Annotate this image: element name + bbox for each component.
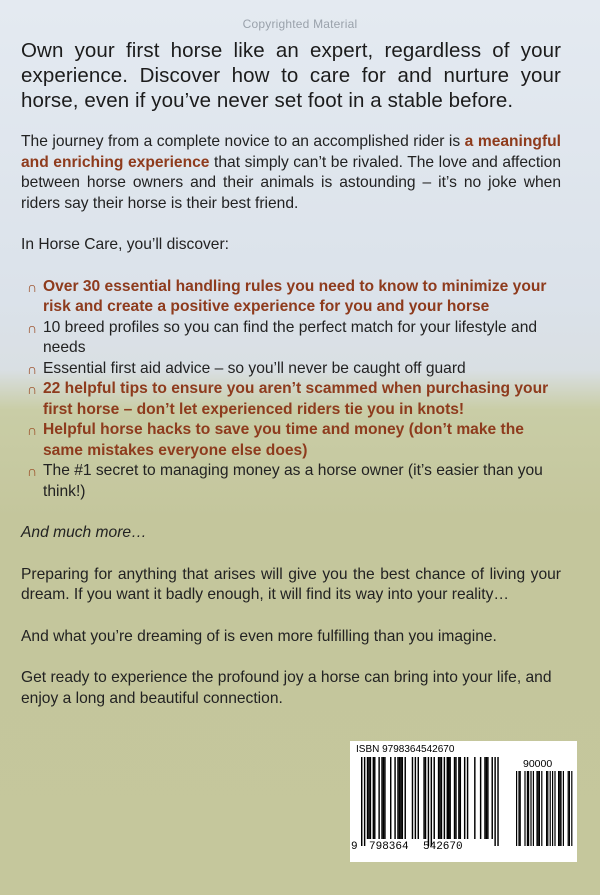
addon-bar <box>568 771 569 846</box>
barcode-bar <box>361 757 362 846</box>
barcode-bar <box>405 757 406 839</box>
addon-bar <box>516 771 517 846</box>
addon-bar <box>563 771 564 846</box>
back-cover-text <box>21 38 561 709</box>
list-item-text: Over 30 essential handling rules you need to know to minimize your risk and create a positive experience for you and your horse <box>43 277 547 315</box>
list-item <box>27 461 561 502</box>
list-item <box>27 359 561 380</box>
intro-paragraph <box>21 132 561 214</box>
list-item <box>27 379 561 420</box>
addon-bar <box>533 771 534 846</box>
barcode-bar <box>428 757 429 846</box>
addon-bar <box>569 771 570 846</box>
isbn-label: ISBN 9798364542670 <box>356 744 455 755</box>
dreaming-paragraph: And what you’re dreaming of is even more fulfilling than you imagine. <box>21 627 497 645</box>
barcode-bar <box>460 757 461 839</box>
barcode-bar <box>455 757 456 839</box>
addon-bar <box>554 771 555 846</box>
list-item-text: Helpful horse hacks to save you time and money (don’t make the same mistakes everyone else does) <box>43 421 524 459</box>
feature-list <box>21 277 561 503</box>
barcode-bar <box>402 757 403 839</box>
addon-bar <box>527 771 528 846</box>
preparing-paragraph: Preparing for anything that arises will give you the best chance of living your dream. If you want it badly enough, it will find its way into your reality… <box>21 565 561 603</box>
barcode-left-digits: 798364 <box>369 841 409 853</box>
addon-bar <box>558 771 559 846</box>
barcode-bar <box>454 757 455 839</box>
barcode-bar <box>390 757 391 839</box>
addon-bar <box>530 771 531 846</box>
addon-bar <box>547 771 548 846</box>
and-much-more: And much more… <box>21 524 147 541</box>
lead-paragraph: Own your first horse like an expert, regardless of your experience. Discover how to care for and nurture your horse, even if you’ve never set foot in a stable before. <box>21 39 561 112</box>
intro-text-start: The journey from a complete novice to an accomplished rider is <box>21 133 465 150</box>
isbn-barcode <box>350 741 577 862</box>
closing-paragraph: Get ready to experience the profound joy a horse can bring into your life, and enjoy a long and beautiful connection. <box>21 669 552 707</box>
barcode-bar <box>415 757 416 839</box>
barcode-bar <box>497 757 498 846</box>
barcode-bar <box>448 757 449 839</box>
barcode-bar <box>381 757 382 839</box>
barcode-bar <box>378 757 379 839</box>
discover-intro: In Horse Care, you’ll discover: <box>21 236 229 253</box>
addon-bar <box>560 771 561 846</box>
barcode-bar <box>367 757 368 839</box>
price-addon-bars <box>516 771 572 846</box>
addon-bar <box>536 771 537 846</box>
bullet-icon: ∩ <box>27 278 38 295</box>
addon-bar <box>520 771 521 846</box>
bullet-icon: ∩ <box>27 422 38 438</box>
barcode-bar <box>412 757 413 839</box>
barcode-bar <box>370 757 371 839</box>
barcode-bar <box>397 757 398 839</box>
barcode-bar <box>368 757 369 839</box>
barcode-bar <box>480 757 481 839</box>
addon-bar <box>559 771 560 846</box>
addon-bar <box>552 771 553 846</box>
watermark: Copyrighted Material <box>242 17 358 31</box>
addon-bar <box>528 771 529 846</box>
bullet-icon: ∩ <box>27 381 38 397</box>
barcode-bar <box>383 757 384 839</box>
list-item <box>27 277 561 318</box>
bullet-icon: ∩ <box>27 463 38 479</box>
barcode-bar <box>394 757 395 839</box>
barcode-bar <box>467 757 468 839</box>
barcode-bar <box>444 757 445 839</box>
addon-bar <box>550 771 551 846</box>
barcode-bar <box>439 757 440 839</box>
addon-bar <box>546 771 547 846</box>
list-item-text: 10 breed profiles so you can find the perfect match for your lifestyle and needs <box>43 318 538 356</box>
barcode-bar <box>486 757 487 839</box>
barcode-bar <box>492 757 493 839</box>
barcode-bar <box>425 757 426 839</box>
barcode-bar <box>373 757 374 839</box>
list-item-text: Essential first aid advice – so you’ll never be caught off guard <box>43 359 466 377</box>
barcode-first-digit: 9 <box>351 841 358 853</box>
barcode-bar <box>364 757 365 846</box>
barcode-bar <box>464 757 465 839</box>
barcode-bar <box>458 757 459 839</box>
barcode-bar <box>449 757 450 839</box>
addon-bar <box>541 771 542 846</box>
addon-bar <box>518 771 519 846</box>
barcode-bar <box>494 757 495 846</box>
barcode-bar <box>434 757 435 839</box>
ean13-bars <box>361 757 499 846</box>
barcode-bar <box>447 757 448 839</box>
barcode-bar <box>400 757 401 839</box>
barcode-bar <box>431 757 432 846</box>
barcode-bar <box>484 757 485 839</box>
barcode-bar <box>374 757 375 839</box>
barcode-bar <box>399 757 400 839</box>
bullet-icon: ∩ <box>27 319 38 336</box>
addon-bar <box>539 771 540 846</box>
highlight-text: a meaningful and enriching experience <box>21 133 561 171</box>
barcode-bar <box>438 757 439 839</box>
barcode-bar <box>487 757 488 839</box>
addon-bar <box>571 771 572 846</box>
list-item <box>27 420 561 461</box>
barcode-bar <box>384 757 385 839</box>
addon-bar <box>524 771 525 846</box>
list-item-text: 22 helpful tips to ensure you aren’t scammed when purchasing your first horse – don’t let experienced riders tie you in knots! <box>43 380 549 418</box>
bullet-icon: ∩ <box>27 360 38 377</box>
barcode-bar <box>474 757 475 839</box>
addon-bar <box>538 771 539 846</box>
barcode-right-digits: 542670 <box>423 841 463 853</box>
barcode-bar <box>418 757 419 839</box>
barcode-bar <box>441 757 442 839</box>
list-item <box>27 318 561 359</box>
intro-text-end: that simply can’t be rivaled. The love and affection between horse owners and their animals is astounding – it’s no joke when riders say their horse is their best friend. <box>21 153 561 212</box>
price-code: 90000 <box>523 758 553 770</box>
list-item-text: The #1 secret to managing money as a horse owner (it’s easier than you think!) <box>43 462 543 500</box>
barcode-bar <box>423 757 424 839</box>
